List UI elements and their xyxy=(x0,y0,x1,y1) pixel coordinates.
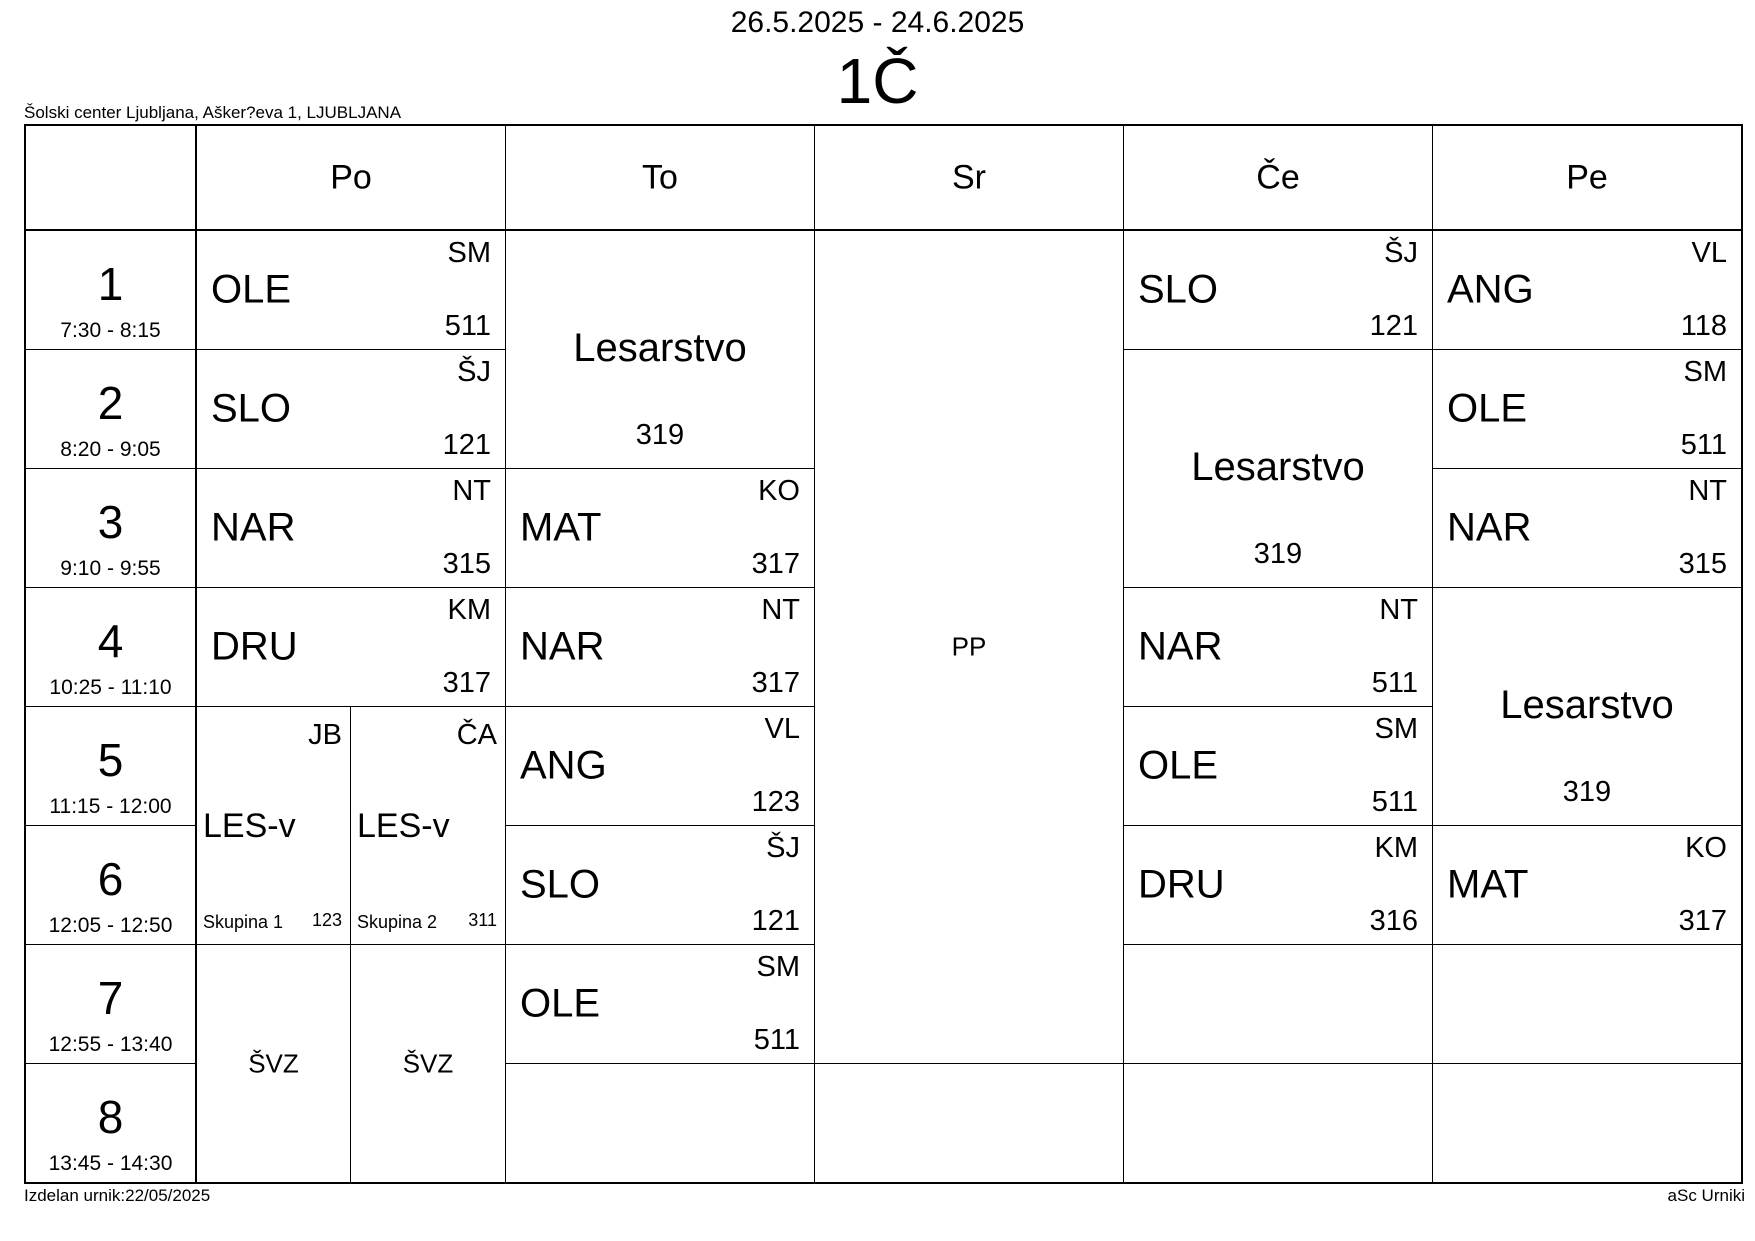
teacher-code: SM xyxy=(1683,356,1727,388)
lesson-cell xyxy=(1123,825,1433,945)
lesson-cell xyxy=(1123,706,1433,826)
lesson-cell xyxy=(1432,825,1742,945)
teacher-code: VL xyxy=(764,713,800,745)
subject-name: Lesarstvo xyxy=(1500,683,1674,727)
subject-code: NAR xyxy=(1447,505,1532,550)
teacher-code: SM xyxy=(447,237,491,269)
subject-code: SLO xyxy=(520,862,601,907)
teacher-code: KM xyxy=(1374,832,1418,864)
date-range: 26.5.2025 - 24.6.2025 xyxy=(730,6,1025,39)
teacher-code: ŠJ xyxy=(457,356,491,388)
lesson-cell xyxy=(1432,468,1742,588)
subject-code: SLO xyxy=(211,386,292,431)
empty-cell xyxy=(1432,944,1742,1064)
subject-code: DRU xyxy=(1138,862,1225,907)
day-name: Po xyxy=(330,158,372,196)
lesson-cell xyxy=(196,468,506,588)
pp-label: PP xyxy=(951,631,987,662)
empty-cell xyxy=(1123,1063,1433,1183)
period-time: 13:45 - 14:30 xyxy=(48,1152,173,1175)
header-separator xyxy=(24,229,1743,231)
subject-code: OLE xyxy=(1447,386,1528,431)
lesson-cell xyxy=(1432,230,1742,350)
teacher-code: ŠJ xyxy=(1384,237,1418,269)
period-cell-3 xyxy=(24,468,197,588)
teacher-code: KO xyxy=(758,475,800,507)
subject-name: Lesarstvo xyxy=(1191,445,1365,489)
subject-code: ANG xyxy=(520,743,607,788)
teacher-code: ČA xyxy=(456,719,497,751)
block-lesson-cell xyxy=(1123,349,1433,588)
room-number: 319 xyxy=(1562,776,1612,808)
room-number: 511 xyxy=(444,310,491,342)
period-cell-5 xyxy=(24,706,197,826)
subject-code: OLE xyxy=(520,981,601,1026)
room-number: 511 xyxy=(1371,786,1418,818)
room-number: 511 xyxy=(1680,429,1727,461)
room-number: 311 xyxy=(468,910,497,930)
period-time: 7:30 - 8:15 xyxy=(60,319,161,342)
lesson-cell xyxy=(196,230,506,350)
room-number: 121 xyxy=(1369,310,1418,342)
group-label: Skupina 2 xyxy=(357,912,438,932)
day-name: Pe xyxy=(1566,158,1608,196)
period-cell-6 xyxy=(24,825,197,945)
room-number: 317 xyxy=(751,667,800,699)
period-cell-7 xyxy=(24,944,197,1064)
room-number: 317 xyxy=(442,667,491,699)
group-label: Skupina 1 xyxy=(203,912,284,932)
lesson-cell xyxy=(1123,230,1433,350)
room-number: 317 xyxy=(751,548,800,580)
period-time: 11:15 - 12:00 xyxy=(49,795,172,818)
period-number: 5 xyxy=(97,734,124,786)
period-time: 10:25 - 11:10 xyxy=(49,676,172,699)
room-number: 315 xyxy=(1678,548,1727,580)
group-lesson-cell xyxy=(196,706,351,945)
period-number: 2 xyxy=(97,377,124,429)
empty-cell xyxy=(505,1063,815,1183)
period-number: 8 xyxy=(97,1091,124,1143)
teacher-code: JB xyxy=(308,719,342,751)
subject-code: OLE xyxy=(211,267,292,312)
day-header-3 xyxy=(1123,124,1433,231)
teacher-code: SM xyxy=(756,951,800,983)
school-name: Šolski center Ljubljana, Ašker?eva 1, LJUBLJANA xyxy=(24,103,402,122)
day-name: To xyxy=(642,158,678,196)
empty-cell xyxy=(814,1063,1124,1183)
lesson-cell xyxy=(196,587,506,707)
period-time: 12:05 - 12:50 xyxy=(48,914,173,937)
period-cell-8 xyxy=(24,1063,197,1183)
room-number: 316 xyxy=(1369,905,1418,937)
day-name: Če xyxy=(1256,158,1300,196)
subject-code: OLE xyxy=(1138,743,1219,788)
subject-code: DRU xyxy=(211,624,298,669)
subject-code: LES-v xyxy=(203,807,296,845)
period-time: 8:20 - 9:05 xyxy=(60,438,161,461)
lesson-cell xyxy=(505,587,815,707)
period-time: 12:55 - 13:40 xyxy=(48,1033,173,1056)
subject-code: SLO xyxy=(1138,267,1219,312)
block-lesson-cell xyxy=(1432,587,1742,826)
room-number: 319 xyxy=(635,419,685,451)
block-lesson-cell xyxy=(505,230,815,469)
lesson-cell xyxy=(505,706,815,826)
svz-cell xyxy=(350,944,506,1183)
day-header-2 xyxy=(814,124,1124,231)
pp-cell xyxy=(814,230,1124,1064)
teacher-code: NT xyxy=(1688,475,1727,507)
period-number: 4 xyxy=(97,615,124,667)
subject-name: Lesarstvo xyxy=(573,326,747,370)
period-number: 1 xyxy=(97,258,124,310)
period-cell-2 xyxy=(24,349,197,469)
period-time: 9:10 - 9:55 xyxy=(60,557,161,580)
teacher-code: VL xyxy=(1691,237,1727,269)
group-lesson-cell xyxy=(350,706,506,945)
subject-code: ANG xyxy=(1447,267,1534,312)
empty-cell xyxy=(1123,944,1433,1064)
lesson-cell xyxy=(505,944,815,1064)
svz-cell xyxy=(196,944,351,1183)
room-number: 123 xyxy=(751,786,800,818)
generator-label: aSc Urniki xyxy=(1667,1186,1745,1205)
room-number: 121 xyxy=(442,429,491,461)
teacher-code: KM xyxy=(447,594,491,626)
day-header-0 xyxy=(196,124,506,231)
corner-cell xyxy=(24,124,197,231)
day-header-4 xyxy=(1432,124,1742,231)
period-number: 3 xyxy=(97,496,124,548)
room-number: 123 xyxy=(311,910,342,930)
room-number: 317 xyxy=(1678,905,1727,937)
room-number: 319 xyxy=(1253,538,1303,570)
period-cell-4 xyxy=(24,587,197,707)
teacher-code: SM xyxy=(1374,713,1418,745)
period-column-separator xyxy=(195,124,197,1184)
lesson-cell xyxy=(1432,349,1742,469)
teacher-code: NT xyxy=(761,594,800,626)
teacher-code: NT xyxy=(452,475,491,507)
subject-code: LES-v xyxy=(357,807,450,845)
subject-code: MAT xyxy=(1447,862,1529,907)
subject-code: NAR xyxy=(211,505,296,550)
room-number: 511 xyxy=(1371,667,1418,699)
svz-label: ŠVZ xyxy=(402,1048,454,1078)
subject-code: MAT xyxy=(520,505,602,550)
teacher-code: ŠJ xyxy=(766,832,800,864)
created-date: Izdelan urnik:22/05/2025 xyxy=(24,1186,211,1205)
empty-cell xyxy=(1432,1063,1742,1183)
room-number: 121 xyxy=(751,905,800,937)
room-number: 315 xyxy=(442,548,491,580)
room-number: 511 xyxy=(753,1024,800,1056)
svz-label: ŠVZ xyxy=(248,1048,299,1078)
teacher-code: KO xyxy=(1685,832,1727,864)
lesson-cell xyxy=(505,825,815,945)
subject-code: NAR xyxy=(520,624,605,669)
teacher-code: NT xyxy=(1379,594,1418,626)
room-number: 118 xyxy=(1680,310,1727,342)
period-cell-1 xyxy=(24,230,197,350)
day-header-1 xyxy=(505,124,815,231)
lesson-cell xyxy=(1123,587,1433,707)
period-number: 7 xyxy=(97,972,124,1024)
lesson-cell xyxy=(196,349,506,469)
day-name: Sr xyxy=(952,158,986,196)
class-title: 1Č xyxy=(836,45,919,117)
lesson-cell xyxy=(505,468,815,588)
subject-code: NAR xyxy=(1138,624,1223,669)
period-number: 6 xyxy=(97,853,124,905)
